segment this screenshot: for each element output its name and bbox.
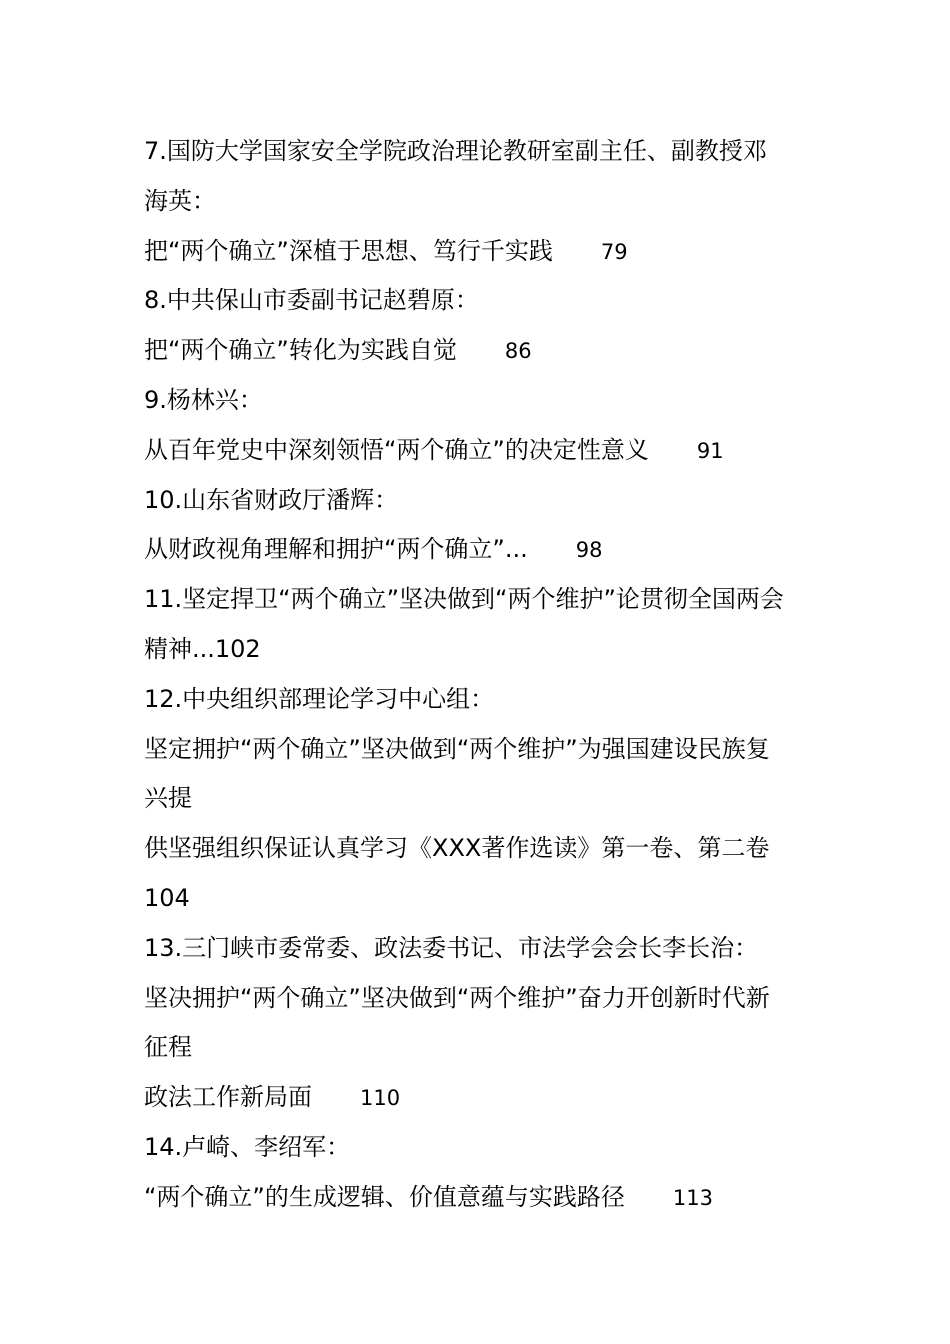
toc-line: [144, 974, 814, 1024]
toc-line: [144, 476, 814, 526]
toc-line: [144, 1173, 814, 1223]
toc-line: [144, 276, 814, 326]
toc-entry-text: 14.卢崎、李绍军：: [144, 1132, 351, 1161]
toc-line: [144, 725, 814, 775]
toc-line: [144, 376, 814, 426]
toc-entry-text: “两个确立”的生成逻辑、价值意蕴与实践路径: [144, 1182, 625, 1211]
toc-line: [144, 874, 814, 924]
toc-line: [144, 774, 814, 824]
toc-entry-text: 把“两个确立”深植于思想、笃行千实践: [144, 236, 553, 265]
toc-line: [144, 1123, 814, 1173]
toc-page-number: 91: [696, 438, 724, 463]
toc-page-number: 110: [360, 1086, 401, 1111]
toc-line: [144, 525, 814, 575]
toc-entry-text: 从财政视角理解和拥护“两个确立”...: [144, 535, 528, 564]
toc-entry-text: 政法工作新局面: [144, 1083, 312, 1112]
toc-entry-text: 104: [144, 883, 190, 912]
toc-page-number: 98: [575, 538, 603, 563]
toc-page-number: 86: [504, 339, 532, 364]
toc-page-number: 79: [600, 239, 628, 264]
toc-entry-text: 从百年党史中深刻领悟“两个确立”的决定性意义: [144, 435, 649, 464]
toc-entry-text: 海英：: [144, 186, 216, 215]
toc-entry-text: 7.国防大学国家安全学院政治理论教研室副主任、副教授邓: [144, 137, 767, 165]
toc-entry-text: 13.三门峡市委常委、政法委书记、市法学会会长李长治：: [144, 933, 759, 962]
toc-entry-text: 12.中央组织部理论学习中心组：: [144, 684, 495, 713]
toc-entry-text: 9.杨林兴：: [144, 385, 263, 414]
toc-entry-text: 8.中共保山市委副书记赵碧原：: [144, 286, 479, 315]
toc-entry-text: 坚定拥护“两个确立”坚决做到“两个维护”为强国建设民族复: [144, 734, 770, 763]
toc-entry-text: 精神...102: [144, 634, 261, 663]
toc-line: [144, 426, 814, 476]
toc-line: [144, 127, 814, 177]
toc-entry-text: 供坚强组织保证认真学习《XXX著作选读》第一卷、第二卷: [144, 834, 770, 863]
toc-line: [144, 227, 814, 277]
toc-entry-text: 10.山东省财政厅潘辉：: [144, 485, 399, 514]
toc-entry-text: 征程: [144, 1033, 192, 1062]
toc-line: [144, 1073, 814, 1123]
toc-line: [144, 1023, 814, 1073]
table-of-contents: [144, 127, 814, 1223]
toc-line: [144, 924, 814, 974]
toc-line: [144, 625, 814, 675]
toc-line: [144, 824, 814, 874]
toc-entry-text: 把“两个确立”转化为实践自觉: [144, 336, 457, 365]
toc-entry-text: 11.坚定捍卫“两个确立”坚决做到“两个维护”论贯彻全国两会: [144, 585, 784, 614]
toc-line: [144, 575, 814, 625]
toc-entry-text: 坚决拥护“两个确立”坚决做到“两个维护”奋力开创新时代新: [144, 983, 770, 1012]
toc-line: [144, 177, 814, 227]
toc-page-number: 113: [672, 1185, 713, 1210]
toc-line: [144, 675, 814, 725]
toc-line: [144, 326, 814, 376]
toc-entry-text: 兴提: [144, 784, 192, 813]
